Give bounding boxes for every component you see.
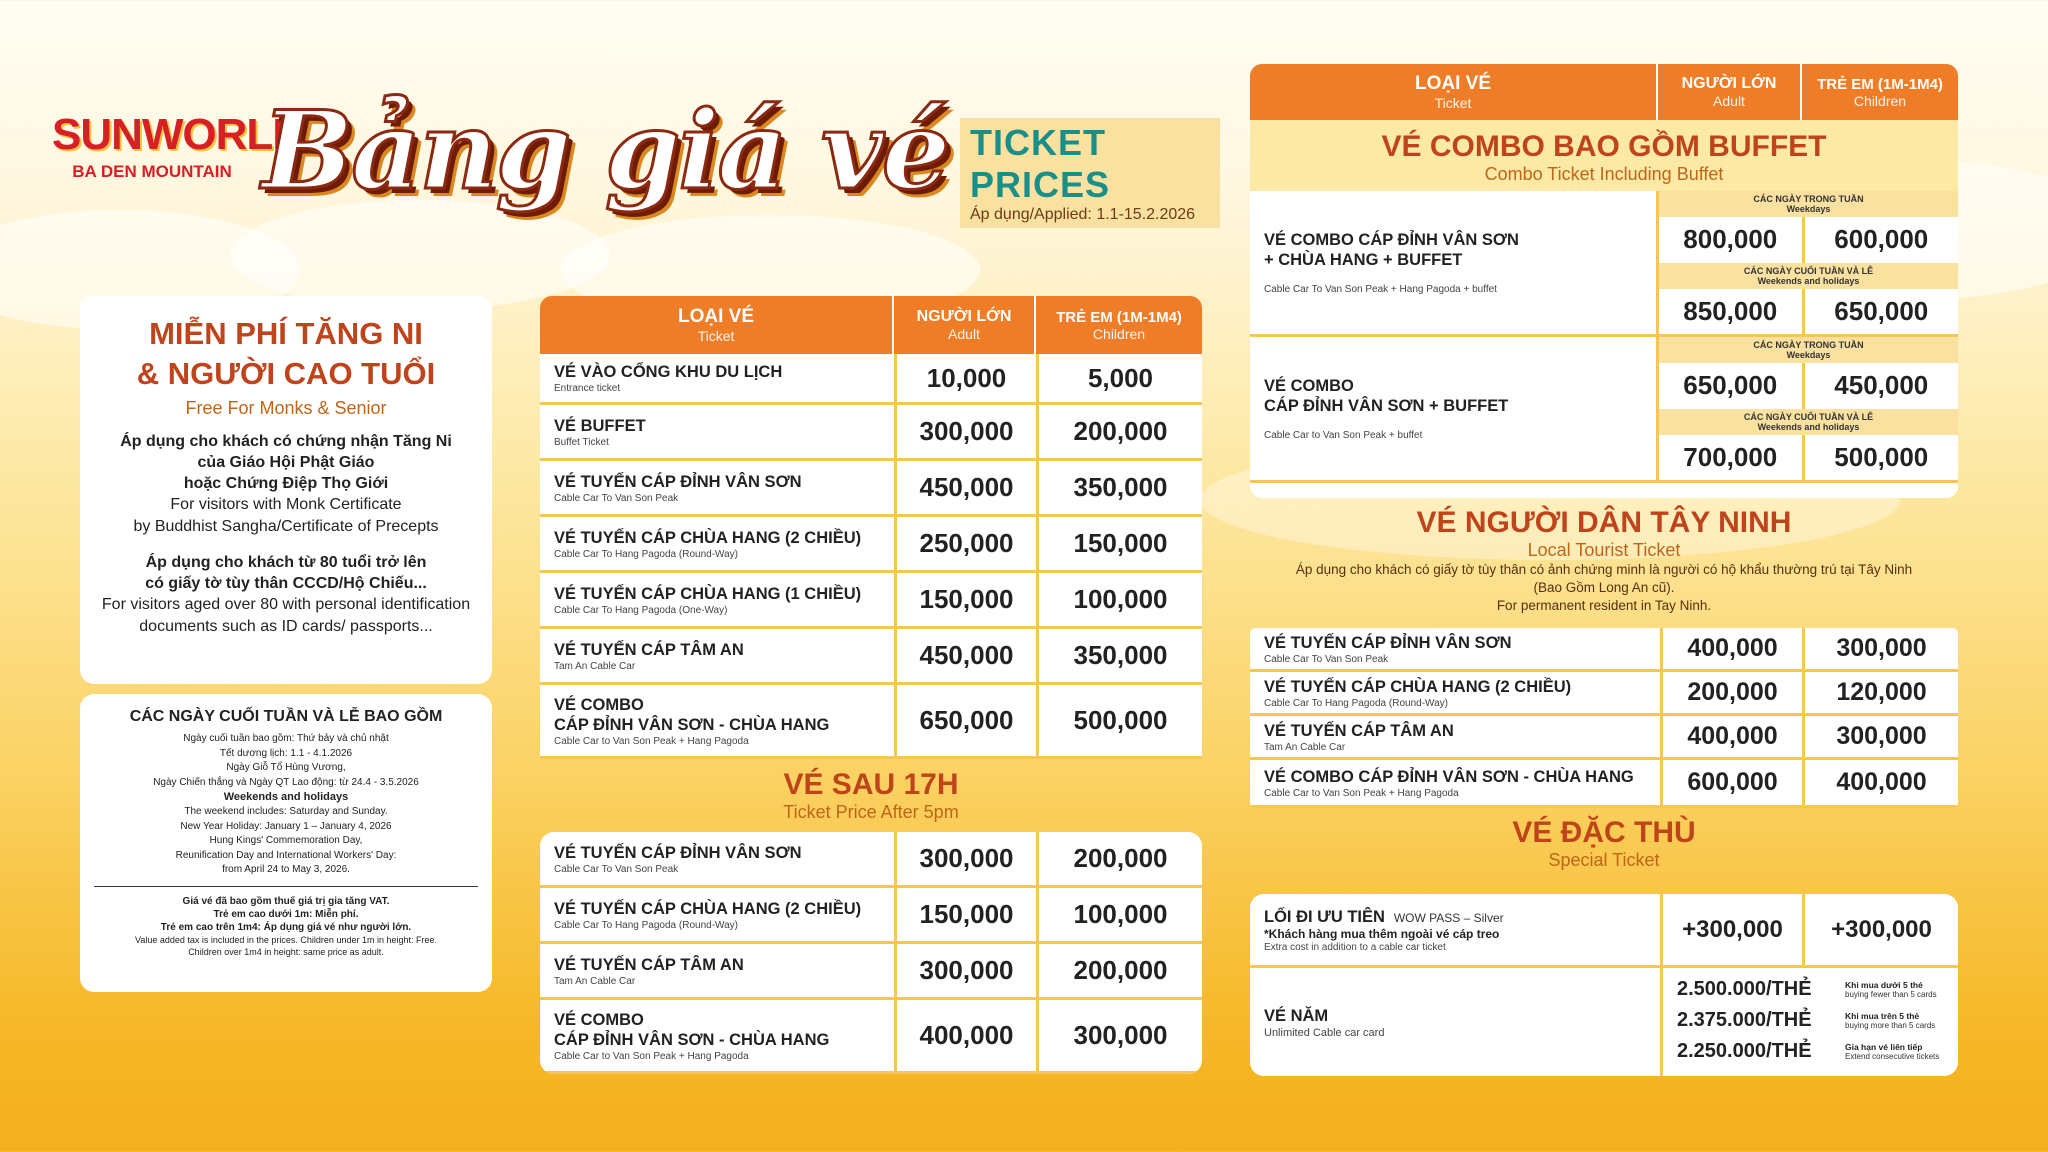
table-row: [540, 1000, 1202, 1074]
ticket-name-en: Cable Car To Hang Pagoda (Round-Way): [1264, 697, 1448, 709]
price-child: 300,000: [1802, 628, 1958, 669]
ticket-name-cell: [540, 888, 894, 941]
table-row: [540, 832, 1202, 888]
price-adult: 150,000: [894, 573, 1036, 626]
year-price-line: [1677, 1036, 1952, 1067]
table-row: [540, 461, 1202, 517]
table-row: [540, 629, 1202, 685]
ticket-name-vi: VÉ TUYẾN CÁP TÂM AN: [554, 640, 744, 659]
ticket-name-vi: VÉ COMBO: [554, 695, 644, 714]
table-row: [540, 573, 1202, 629]
free-text: documents such as ID cards/ passports...: [139, 618, 433, 635]
after5-rows: [540, 832, 1202, 1074]
ticket-name-cell: [540, 1000, 894, 1071]
ticket-name-cell: [540, 405, 894, 458]
price-adult: 10,000: [894, 354, 1036, 402]
local-desc: For permanent resident in Tay Ninh.: [1496, 598, 1712, 613]
price-adult: 300,000: [894, 405, 1036, 458]
price-child-weekend: 500,000: [1802, 435, 1958, 481]
ticket-name-vi: VÉ TUYẾN CÁP CHÙA HANG (2 CHIỀU): [554, 528, 862, 547]
combo-buffet-table: [1250, 64, 1958, 498]
page-title: Bảng giá vé: [262, 88, 949, 214]
brand-sub: BA DEN MOUNTAIN: [72, 162, 232, 181]
weekend-line: Weekends and holidays: [223, 791, 349, 803]
price-adult: 400,000: [894, 1000, 1036, 1071]
local-subtitle: Local Tourist Ticket: [1527, 540, 1681, 560]
free-text: hoặc Chứng Điệp Thọ Giới: [183, 475, 389, 492]
free-text: của Giáo Hội Phật Giáo: [197, 454, 375, 471]
ticket-name-en: Tam An Cable Car: [1264, 741, 1346, 753]
header-adult-en: Adult: [1713, 93, 1745, 109]
price-child: 200,000: [1036, 405, 1202, 458]
ticket-name-vi: VÉ TUYẾN CÁP CHÙA HANG (2 CHIỀU): [554, 899, 862, 918]
year-price-cond: Khi mua trên 5 thẻ: [1845, 1011, 1920, 1021]
year-pass-label: VÉ NĂM: [1264, 1006, 1329, 1025]
divider: [94, 886, 478, 887]
ticket-name-cell: [540, 832, 894, 885]
price-child: 300,000: [1802, 716, 1958, 757]
free-monks-senior-panel: [80, 296, 492, 684]
ticket-name-en: Cable Car to Van Son Peak + buffet: [1264, 430, 1423, 441]
ticket-name-en: Cable Car To Van Son Peak + Hang Pagoda + buffet: [1264, 284, 1497, 295]
weekend-title: CÁC NGÀY CUỐI TUẦN VÀ LỄ BAO GỒM: [129, 708, 443, 725]
header-type-en: Ticket: [1434, 95, 1472, 111]
ticket-name-vi: VÉ COMBO: [554, 1010, 644, 1029]
table-row: [540, 405, 1202, 461]
ticket-name-en: Cable Car To Van Son Peak: [1264, 653, 1389, 665]
table-row: [1250, 672, 1958, 716]
header-type: LOẠI VÉ: [1414, 73, 1491, 94]
ticket-name-vi: CÁP ĐỈNH VÂN SƠN - CHÙA HANG: [554, 715, 830, 734]
weekday-label: CÁC NGÀY TRONG TUẦN Weekdays: [1659, 191, 1958, 217]
local-title: VÉ NGƯỜI DÂN TÂY NINH: [1416, 506, 1792, 539]
price-child-weekday: 450,000: [1802, 363, 1958, 409]
after-5pm-section: [540, 768, 1202, 823]
after5-subtitle: Ticket Price After 5pm: [783, 802, 959, 822]
ticket-name-vi: VÉ COMBO: [1264, 377, 1354, 395]
local-desc: Áp dụng cho khách có giấy tờ tùy thân có ảnh chứng minh là người có hộ khẩu thường trú tại Tây Ninh: [1295, 562, 1913, 577]
price-child: 350,000: [1036, 629, 1202, 682]
ticket-name-vi: VÉ TUYẾN CÁP ĐỈNH VÂN SƠN: [554, 472, 802, 491]
ticket-name-en: Tam An Cable Car: [554, 975, 636, 987]
local-table: [1250, 628, 1958, 808]
weekend-line: Reunification Day and International Workers' Day:: [175, 849, 397, 861]
weekend-line: New Year Holiday: January 1 – January 4, 2026: [180, 820, 392, 832]
year-price: 2.375.000/THẺ: [1677, 1009, 1812, 1031]
price-child: 120,000: [1802, 672, 1958, 713]
year-price-cond: Khi mua dưới 5 thẻ: [1845, 980, 1923, 990]
year-price-line: [1677, 974, 1952, 1005]
price-child: +300,000: [1802, 894, 1958, 965]
price-adult: 450,000: [894, 629, 1036, 682]
ticket-name-vi: VÉ VÀO CỔNG KHU DU LỊCH: [554, 363, 783, 381]
price-child: 100,000: [1036, 573, 1202, 626]
header-adult: NGƯỜI LỚN: [1681, 75, 1777, 92]
table-row: [540, 517, 1202, 573]
price-adult-weekday: 800,000: [1683, 224, 1778, 255]
header-child: TRẺ EM (1M-1M4): [1817, 75, 1943, 93]
price-adult: 400,000: [1660, 628, 1802, 669]
ticket-name-cell: [540, 685, 894, 756]
table-row: [1250, 760, 1958, 808]
free-text: Áp dụng cho khách từ 80 tuổi trở lên: [145, 554, 427, 571]
weekend-line: from April 24 to May 3, 2026.: [222, 864, 350, 875]
weekend-line: Ngày Chiến thắng và Ngày QT Lao động: từ 24.4 - 3.5.2026: [153, 776, 419, 788]
price-child: 150,000: [1036, 517, 1202, 570]
local-rows: [1250, 628, 1958, 808]
priority-label: LỐI ĐI ƯU TIÊN: [1264, 907, 1385, 926]
table-header: [540, 296, 1202, 354]
year-price-line: [1677, 1005, 1952, 1036]
ticket-name-cell: [1250, 628, 1660, 669]
table-row: [540, 888, 1202, 944]
weekend-line: Ngày Giỗ Tổ Hùng Vương,: [226, 762, 346, 773]
ticket-name-cell: [1250, 760, 1660, 805]
price-child-weekend: 650,000: [1802, 289, 1958, 335]
table-row: [540, 685, 1202, 759]
header-child-en: Children: [1092, 325, 1146, 342]
price-child: 500,000: [1036, 685, 1202, 756]
weekend-line: The weekend includes: Saturday and Sunday.: [184, 806, 388, 817]
priority-note: *Khách hàng mua thêm ngoài vé cáp treo: [1264, 926, 1500, 941]
ticket-name-vi: VÉ TUYẾN CÁP ĐỈNH VÂN SƠN: [554, 843, 802, 862]
combo-price-grid: [1656, 191, 1958, 334]
free-title: MIỄN PHÍ TĂNG NI: [149, 316, 423, 351]
free-text: by Buddhist Sangha/Certificate of Precepts: [133, 518, 439, 535]
ticket-name-cell: [1250, 337, 1656, 480]
ticket-name-en: Cable Car to Van Son Peak + Hang Pagoda: [554, 735, 749, 747]
year-price-cond-en: Extend consecutive tickets: [1845, 1052, 1940, 1061]
weekend-label: CÁC NGÀY CUỐI TUẦN VÀ LỄ Weekends and holidays: [1659, 263, 1958, 289]
price-child: 350,000: [1036, 461, 1202, 514]
price-adult-weekend: 700,000: [1683, 441, 1778, 472]
ticket-name-en: Buffet Ticket: [554, 436, 609, 448]
year-pass-prices: [1660, 968, 1958, 1076]
ticket-name-en: Cable Car To Hang Pagoda (Round-Way): [554, 548, 738, 560]
ticket-name-cell: [540, 461, 894, 514]
price-adult: +300,000: [1660, 894, 1802, 965]
ticket-name-vi: CÁP ĐỈNH VÂN SƠN + BUFFET: [1264, 397, 1509, 415]
free-text: có giấy tờ tùy thân CCCD/Hộ Chiếu...: [145, 575, 427, 592]
sunworld-logo: [52, 110, 304, 182]
combo-title: VÉ COMBO BAO GỒM BUFFET: [1381, 130, 1827, 163]
combo-price-grid: [1656, 337, 1958, 480]
ticket-name-cell: [540, 573, 894, 626]
free-text: For visitors with Monk Certificate: [170, 496, 402, 513]
price-child: 400,000: [1802, 760, 1958, 805]
ticket-name-vi: VÉ BUFFET: [554, 416, 646, 435]
weekend-label: CÁC NGÀY CUỐI TUẦN VÀ LỄ Weekends and holidays: [1659, 409, 1958, 435]
ticket-name-cell: [540, 517, 894, 570]
special-title: VÉ ĐẶC THÙ: [1512, 816, 1696, 849]
ticket-name-cell: [540, 629, 894, 682]
free-text: For visitors aged over 80 with personal identification: [101, 596, 471, 613]
table-row: [540, 354, 1202, 405]
ticket-name-vi: VÉ TUYẾN CÁP TÂM AN: [554, 955, 744, 974]
special-subtitle: Special Ticket: [1548, 850, 1660, 870]
price-adult: 400,000: [1660, 716, 1802, 757]
price-child: 200,000: [1036, 832, 1202, 885]
ticket-name-cell: [1250, 191, 1656, 334]
price-child: 5,000: [1036, 354, 1202, 402]
ticket-name-en: Cable Car to Van Son Peak + Hang Pagoda: [1264, 787, 1459, 799]
weekend-note: Children over 1m4 in height: same price as adult.: [188, 946, 384, 957]
ticket-name-en: Cable Car To Van Son Peak: [554, 863, 679, 875]
price-adult-weekend: 850,000: [1683, 295, 1778, 326]
ticket-name-en: Entrance ticket: [554, 383, 621, 394]
free-title: & NGƯỜI CAO TUỔI: [136, 356, 436, 391]
year-price-cond-en: buying fewer than 5 cards: [1845, 990, 1937, 999]
ticket-name-en: Tam An Cable Car: [554, 660, 636, 672]
local-desc: (Bao Gồm Long An cũ).: [1533, 580, 1675, 595]
weekend-note: Trẻ em cao trên 1m4: Áp dụng giá vé như người lớn.: [160, 921, 412, 933]
price-adult: 600,000: [1660, 760, 1802, 805]
ticket-name-cell: [1250, 716, 1660, 757]
weekend-line: Tết dương lịch: 1.1 - 4.1.2026: [219, 747, 353, 759]
local-section: [1250, 506, 1958, 615]
weekend-line: Hung Kings' Commemoration Day,: [209, 835, 363, 846]
combo-subtitle: Combo Ticket Including Buffet: [1484, 164, 1724, 184]
special-table: [1250, 894, 1958, 1076]
price-adult-weekday: 650,000: [1683, 370, 1778, 401]
ticket-name-vi: CÁP ĐỈNH VÂN SƠN - CHÙA HANG: [554, 1030, 830, 1049]
price-adult: 250,000: [894, 517, 1036, 570]
header-child-en: Children: [1853, 92, 1907, 109]
weekend-holidays-panel: [80, 694, 492, 992]
ticket-name-vi: VÉ TUYẾN CÁP TÂM AN: [1264, 721, 1454, 740]
main-rows: [540, 354, 1202, 759]
combo-row: [1250, 191, 1958, 337]
price-adult: 450,000: [894, 461, 1036, 514]
header-type: LOẠI VÉ: [677, 306, 754, 327]
ticket-name-cell: [540, 354, 894, 402]
main-price-table: [540, 296, 1202, 756]
price-adult: 300,000: [894, 944, 1036, 997]
ticket-name-vi: VÉ TUYẾN CÁP ĐỈNH VÂN SƠN: [1264, 633, 1512, 652]
price-child: 200,000: [1036, 944, 1202, 997]
header-child: TRẺ EM (1M-1M4): [1056, 308, 1182, 326]
priority-note-en: Extra cost in addition to a cable car ticket: [1264, 941, 1446, 953]
free-subtitle: Free For Monks & Senior: [185, 398, 387, 418]
after5-title: VÉ SAU 17H: [783, 768, 959, 801]
ticket-name-cell: [1250, 672, 1660, 713]
table-row: [1250, 628, 1958, 672]
combo-row: [1250, 337, 1958, 483]
table-row: [540, 944, 1202, 1000]
ticket-name-en: Cable Car To Hang Pagoda (One-Way): [554, 604, 728, 616]
weekend-line: Ngày cuối tuần bao gồm: Thứ bảy và chủ nhật: [183, 733, 389, 744]
year-price-cond-en: buying more than 5 cards: [1845, 1021, 1936, 1030]
cloud-decoration: [230, 200, 610, 310]
ticket-name-en: Cable Car To Van Son Peak: [554, 492, 679, 504]
free-text: Áp dụng cho khách có chứng nhận Tăng Ni: [120, 433, 452, 450]
special-section: [1250, 816, 1958, 871]
ticket-name-en: Cable Car To Hang Pagoda (Round-Way): [554, 919, 738, 931]
after-5pm-table: [540, 832, 1202, 1074]
header-adult: NGƯỜI LỚN: [916, 308, 1012, 325]
table-header: [1250, 64, 1958, 120]
year-pass-en: Unlimited Cable car card: [1264, 1026, 1385, 1039]
weekend-note: Giá vé đã bao gồm thuế giá trị gia tăng VAT.: [182, 895, 390, 907]
header-type-en: Ticket: [697, 328, 735, 344]
price-adult: 200,000: [1660, 672, 1802, 713]
ticket-name-vi: + CHÙA HANG + BUFFET: [1264, 251, 1463, 269]
year-pass-row: [1250, 968, 1958, 1076]
priority-tag: WOW PASS – Silver: [1393, 910, 1504, 925]
year-price-cond: Gia hạn vé liên tiếp: [1845, 1042, 1923, 1052]
ticket-prices-banner: [960, 118, 1220, 228]
weekend-note: Value added tax is included in the prices. Children under 1m in height: Free.: [134, 934, 437, 945]
ticket-name-cell: [540, 944, 894, 997]
weekend-note: Trẻ em cao dưới 1m: Miễn phí.: [213, 908, 359, 920]
priority-row: [1250, 894, 1958, 968]
table-row: [1250, 716, 1958, 760]
combo-rows: [1250, 191, 1958, 483]
price-adult: 650,000: [894, 685, 1036, 756]
ticket-name-en: Cable Car to Van Son Peak + Hang Pagoda: [554, 1050, 749, 1062]
ticket-name-vi: VÉ TUYẾN CÁP CHÙA HANG (1 CHIỀU): [554, 584, 862, 603]
year-price: 2.500.000/THẺ: [1677, 978, 1812, 1000]
price-adult: 300,000: [894, 832, 1036, 885]
combo-heading: [1250, 120, 1958, 191]
year-price: 2.250.000/THẺ: [1677, 1040, 1812, 1062]
brand-name: SUNWORLD: [52, 110, 304, 159]
price-child: 300,000: [1036, 1000, 1202, 1071]
applied-date: Áp dụng/Applied: 1.1-15.2.2026: [970, 206, 1196, 223]
weekday-label: CÁC NGÀY TRONG TUẦN Weekdays: [1659, 337, 1958, 363]
price-child-weekday: 600,000: [1802, 217, 1958, 263]
ticket-name-vi: VÉ COMBO CÁP ĐỈNH VÂN SƠN: [1264, 231, 1519, 249]
ticket-name-vi: VÉ TUYẾN CÁP CHÙA HANG (2 CHIỀU): [1264, 677, 1572, 696]
price-child: 100,000: [1036, 888, 1202, 941]
header-adult-en: Adult: [948, 326, 980, 342]
price-adult: 150,000: [894, 888, 1036, 941]
title-en: TICKET PRICES: [970, 122, 1111, 205]
ticket-name-vi: VÉ COMBO CÁP ĐỈNH VÂN SƠN - CHÙA HANG: [1264, 767, 1634, 786]
